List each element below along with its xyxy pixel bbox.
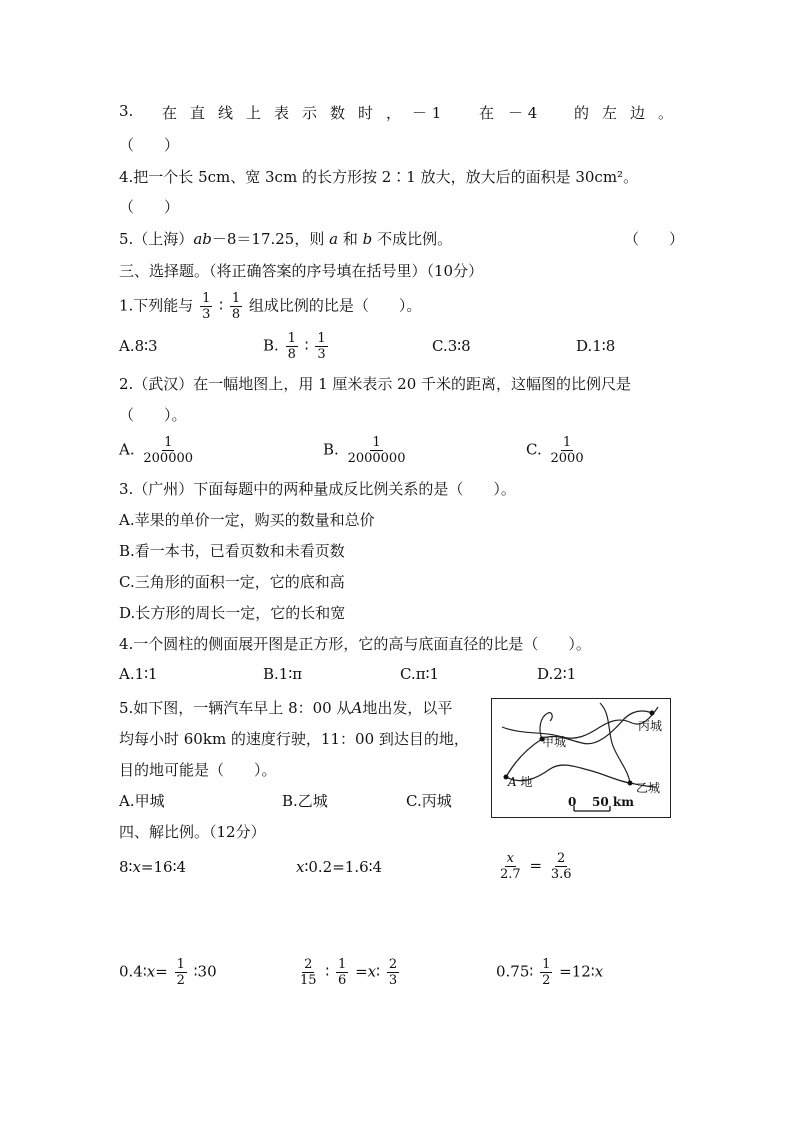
q3-char: 示: [302, 104, 318, 122]
option-a[interactable]: A.1∶1: [119, 665, 158, 683]
choice-q4: 4.一个圆柱的侧面展开图是正方形，它的高与底面直径的比是（ ）。: [119, 635, 591, 653]
choice-q3: 3.（广州）下面每题中的两种量成反比例关系的是（ ）。: [119, 480, 516, 498]
q3-char: 左: [602, 104, 618, 122]
proportion-problem-1: 8∶x=16∶4: [119, 858, 187, 876]
section-title: 四、解比例。（12分）: [119, 823, 266, 841]
answer-paren[interactable]: （ ）: [119, 136, 180, 154]
option-c[interactable]: C.丙城: [406, 792, 452, 810]
q3-char: － 1: [412, 104, 442, 122]
option-c[interactable]: C.π∶1: [400, 665, 440, 683]
fraction: $\frac{1}{8}$: [231, 291, 241, 322]
choice-q5-line3[interactable]: 目的地可能是（ ）。: [119, 761, 277, 779]
route-map: [491, 698, 671, 818]
q3-char: 。: [658, 104, 674, 122]
map-label-a: A 地: [508, 775, 533, 789]
q3-char: － 4: [508, 104, 538, 122]
q3-char: 边: [630, 104, 646, 122]
choice-q2-paren[interactable]: （ ）。: [119, 406, 187, 424]
choice-q2: 2.（武汉）在一幅地图上，用 1 厘米表示 20 千米的距离，这幅图的比例尺是: [119, 375, 632, 393]
q3-char: 直: [190, 104, 206, 122]
option-b[interactable]: B.乙城: [282, 792, 328, 810]
section-title: 三、选择题。（将正确答案的序号填在括号里）（10分）: [119, 262, 484, 280]
option-a[interactable]: A.8∶3: [119, 337, 158, 355]
option-a[interactable]: A.苹果的单价一定，购买的数量和总价: [119, 511, 375, 529]
option-b[interactable]: B. $\frac{1}{2000000}$: [323, 435, 406, 466]
map-scale-zero: 0: [568, 795, 577, 809]
proportion-problem-3: $\frac{x}{2.7}$ = $\frac{2}{3.6}$: [500, 851, 572, 882]
option-d[interactable]: D.长方形的周长一定，它的长和宽: [119, 604, 346, 622]
option-b[interactable]: B. $\frac{1}{8}$ ∶ $\frac{1}{3}$: [263, 331, 326, 362]
q3-char: 时: [358, 104, 374, 122]
q3-char: 上: [246, 104, 262, 122]
option-c[interactable]: C.三角形的面积一定，它的底和高: [119, 573, 345, 591]
choice-q5-line2: 均每小时 60km 的速度行驶，11：00 到达目的地，: [119, 730, 469, 748]
choice-q5: 5.如下图，一辆汽车早上 8：00 从A地出发，以平: [119, 699, 453, 717]
q3-char: 线: [218, 104, 234, 122]
choice-q1: 1.下列能与 $\frac{1}{3}$ ∶ $\frac{1}{8}$ 组成比例的比是（ ）。: [119, 291, 422, 322]
judge-q5: 5.（上海）ab－8＝17.25，则 a 和 b 不成比例。: [119, 230, 453, 248]
map-label-jia: 甲城: [542, 735, 567, 749]
bing-city-dot: [650, 711, 655, 716]
option-c[interactable]: C.3∶8: [432, 337, 471, 355]
option-c[interactable]: C. $\frac{1}{2000}$: [526, 435, 584, 466]
map-scale-value: 50 km: [592, 795, 634, 809]
proportion-problem-4: 0.4∶x= $\frac{1}{2}$ ∶30: [119, 957, 217, 988]
q3-char: 在: [479, 104, 495, 122]
answer-paren[interactable]: （ ）: [119, 198, 180, 216]
answer-paren[interactable]: （ ）: [624, 230, 685, 248]
proportion-problem-2: x∶0.2=1.6∶4: [296, 858, 383, 876]
judge-q4: 4.把一个长 5cm、宽 3cm 的长方形按 2∶1 放大，放大后的面积是 30cm²。: [119, 168, 639, 186]
q3-char: 的: [574, 104, 590, 122]
q3-char: 在: [162, 104, 178, 122]
q3-char: 数: [330, 104, 346, 122]
option-a[interactable]: A.甲城: [119, 792, 165, 810]
yi-city-dot: [628, 781, 633, 786]
q3-char: ，: [386, 104, 402, 122]
option-d[interactable]: D.2∶1: [537, 665, 577, 683]
option-b[interactable]: B.看一本书，已看页数和未看页数: [119, 542, 345, 560]
q3-char: 表: [274, 104, 290, 122]
proportion-problem-5: $\frac{2}{15}$ ∶ $\frac{1}{6}$ =x∶ $\frac{2}{3}$: [300, 957, 398, 988]
proportion-problem-6: 0.75∶ $\frac{1}{2}$ =12∶x: [496, 957, 604, 988]
q3-number: 3.: [119, 102, 134, 120]
map-label-yi: 乙城: [636, 781, 661, 795]
map-label-bing: 丙城: [638, 719, 663, 733]
option-a[interactable]: A. $\frac{1}{200000}$: [119, 435, 194, 466]
fraction: $\frac{1}{3}$: [202, 291, 211, 322]
option-d[interactable]: D.1∶8: [576, 337, 616, 355]
option-b[interactable]: B.1∶π: [263, 665, 303, 683]
